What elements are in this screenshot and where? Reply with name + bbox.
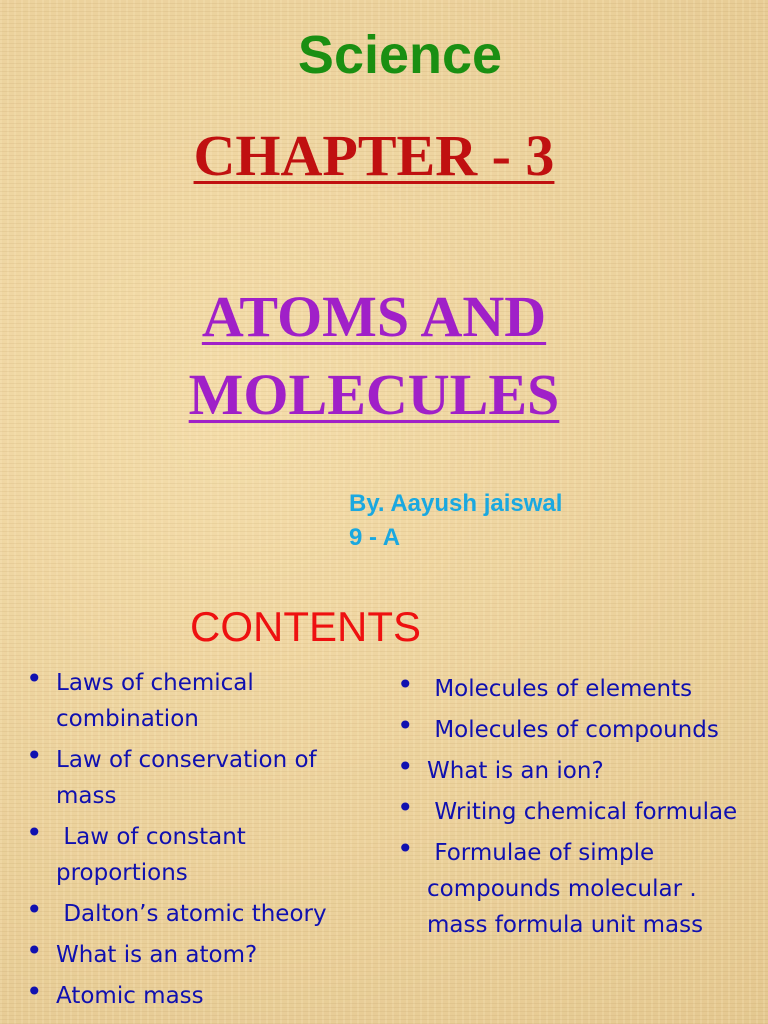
list-item: • What is an ion? — [397, 753, 747, 789]
list-item: • Atomic mass — [26, 978, 356, 1014]
chapter-title — [0, 278, 748, 434]
contents-list-right — [397, 671, 747, 948]
author-class: 9 - A — [349, 524, 401, 551]
list-item: • Dalton’s atomic theory — [26, 896, 356, 932]
list-item: • Law of conservation of mass — [26, 742, 356, 814]
list-item: • What is an atom? — [26, 937, 356, 973]
chapter-heading: CHAPTER - 3 — [193, 123, 555, 188]
subject-heading: Science — [297, 25, 503, 85]
list-item: • Laws of chemical combination — [26, 665, 356, 737]
list-item: • Molecules of elements — [397, 671, 747, 707]
list-item: • Formulae of simple compounds molecular . mass formula unit mass — [397, 835, 747, 943]
contents-heading: CONTENTS — [190, 603, 421, 650]
contents-list-left — [26, 665, 356, 1019]
chapter-title-line-2: MOLECULES — [188, 362, 560, 427]
list-item: • Law of constant proportions — [26, 819, 356, 891]
author-name: By. Aayush jaiswal — [349, 490, 563, 517]
chapter-title-line-1: ATOMS AND — [201, 284, 547, 349]
list-item: • Molecules of compounds — [397, 712, 747, 748]
list-item: • Writing chemical formulae — [397, 794, 747, 830]
author-block — [349, 487, 562, 555]
